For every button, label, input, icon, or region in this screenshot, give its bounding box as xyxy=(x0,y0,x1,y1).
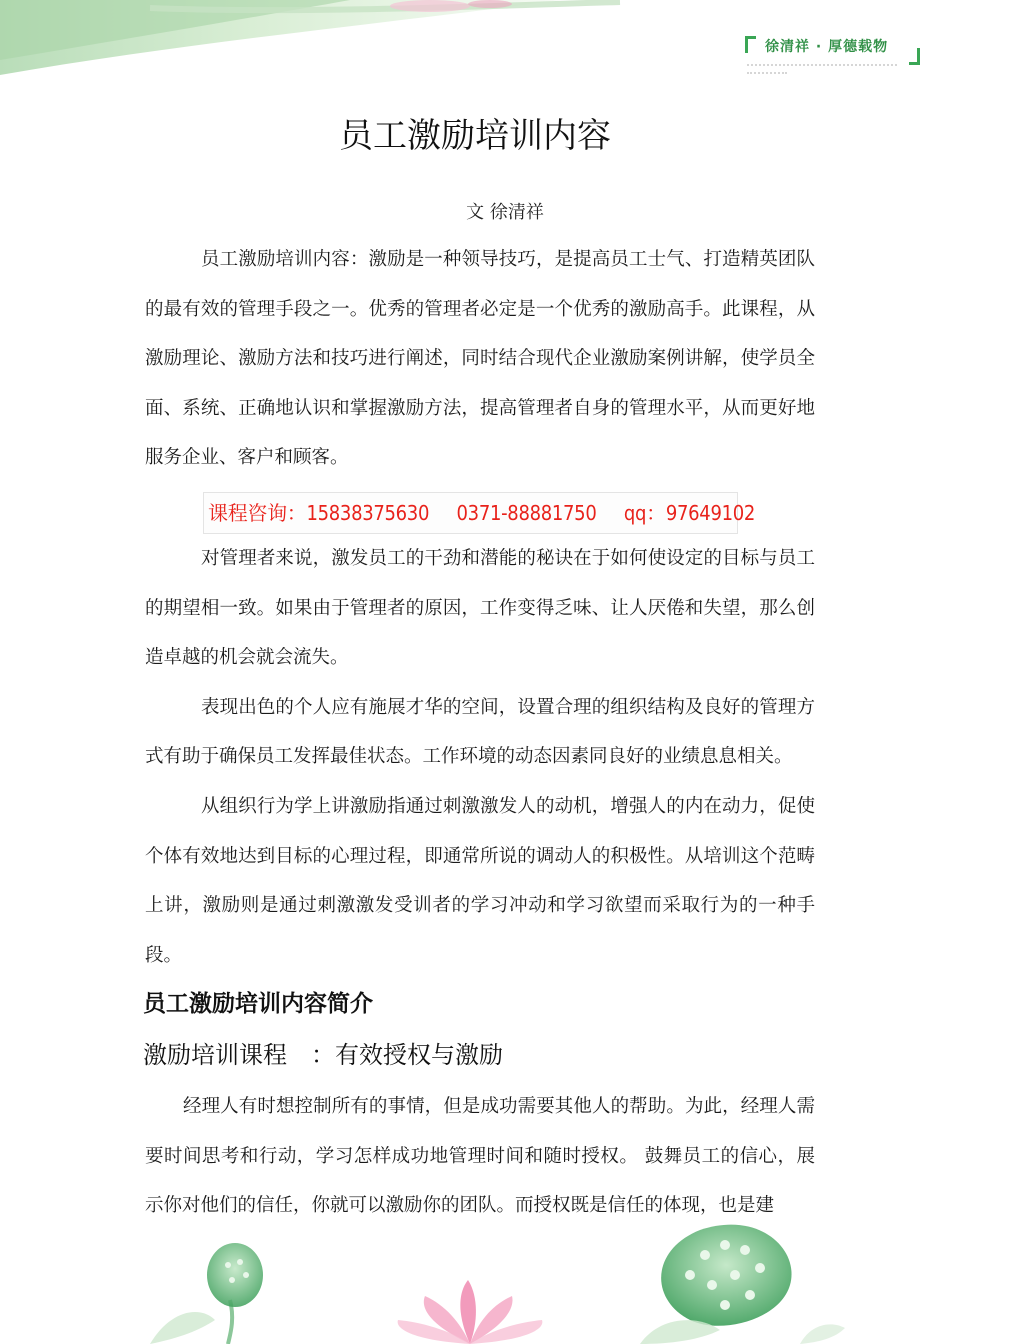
contact-consult: 课程咨询：15838375630 xyxy=(208,501,430,525)
course-heading-value: ：有效授权与激励 xyxy=(311,1041,503,1069)
course-heading-label: 激励培训课程 xyxy=(143,1041,287,1069)
paragraph-1-block xyxy=(145,235,815,483)
course-heading xyxy=(143,1035,503,1070)
contact-phone: 0371-88881750 xyxy=(456,501,597,525)
document-title: 员工激励培训内容 xyxy=(339,116,611,156)
lotus-pod-icon xyxy=(661,1225,791,1326)
paragraphs-block xyxy=(145,534,815,980)
logo-decoration xyxy=(747,64,897,70)
logo-text: 徐清祥 · 厚德载物 xyxy=(765,39,889,55)
document-author: 文 徐清祥 xyxy=(466,202,544,223)
section-heading: 员工激励培训内容简介 xyxy=(143,991,373,1017)
paragraph: 表现出色的个人应有施展才华的空间，设置合理的组织结构及良好的管理方式有助于确保员工发挥最佳状态。工作环境的动态因素同良好的业绩息息相关。 xyxy=(145,696,815,768)
paragraph: 从组织行为学上讲激励指通过刺激激发人的动机，增强人的内在动力，促使个体有效地达到目标的心理过程，即通常所说的调动人的积极性。从培训这个范畴上讲，激励则是通过刺激激发受训者的学习冲动和学习欲望而采取行为的一种手段。 xyxy=(145,795,815,966)
contact-qq: qq：97649102 xyxy=(623,501,756,525)
lotus-flower-icon xyxy=(398,1280,543,1344)
paragraph: 对管理者来说，激发员工的干劲和潜能的秘诀在于如何使设定的目标与员工的期望相一致。如果由于管理者的原因，工作变得乏味、让人厌倦和失望，那么创造卓越的机会就会流失。 xyxy=(145,548,815,669)
brand-logo xyxy=(745,30,920,82)
paragraph: 员工激励培训内容：激励是一种领导技巧，是提高员工士气、打造精英团队的最有效的管理手段之一。优秀的管理者必定是一个优秀的激励高手。此课程，从激励理论、激励方法和技巧进行阐述，同时结合现代企业激励案例讲解，使学员全面、系统、正确地认识和掌握激励方法，提高管理者自身的管理水平，从而更好地服务企业、客户和顾客。 xyxy=(145,249,815,469)
paragraph: 经理人有时想控制所有的事情，但是成功需要其他人的帮助。为此，经理人需要时间思考和行动，学习怎样成功地管理时间和随时授权。 鼓舞员工的信心，展示你对他们的信任，你就可以激励你的团队。而授权既是信任的体现，也是建 xyxy=(145,1096,815,1217)
logo-bracket-left xyxy=(745,36,756,53)
contact-banner xyxy=(203,492,756,534)
last-paragraph-block xyxy=(145,1082,815,1231)
lotus-pod-icon xyxy=(207,1243,263,1344)
logo-bracket-right xyxy=(909,48,920,65)
lotus-decoration xyxy=(0,1230,950,1344)
logo-decoration xyxy=(747,72,787,78)
